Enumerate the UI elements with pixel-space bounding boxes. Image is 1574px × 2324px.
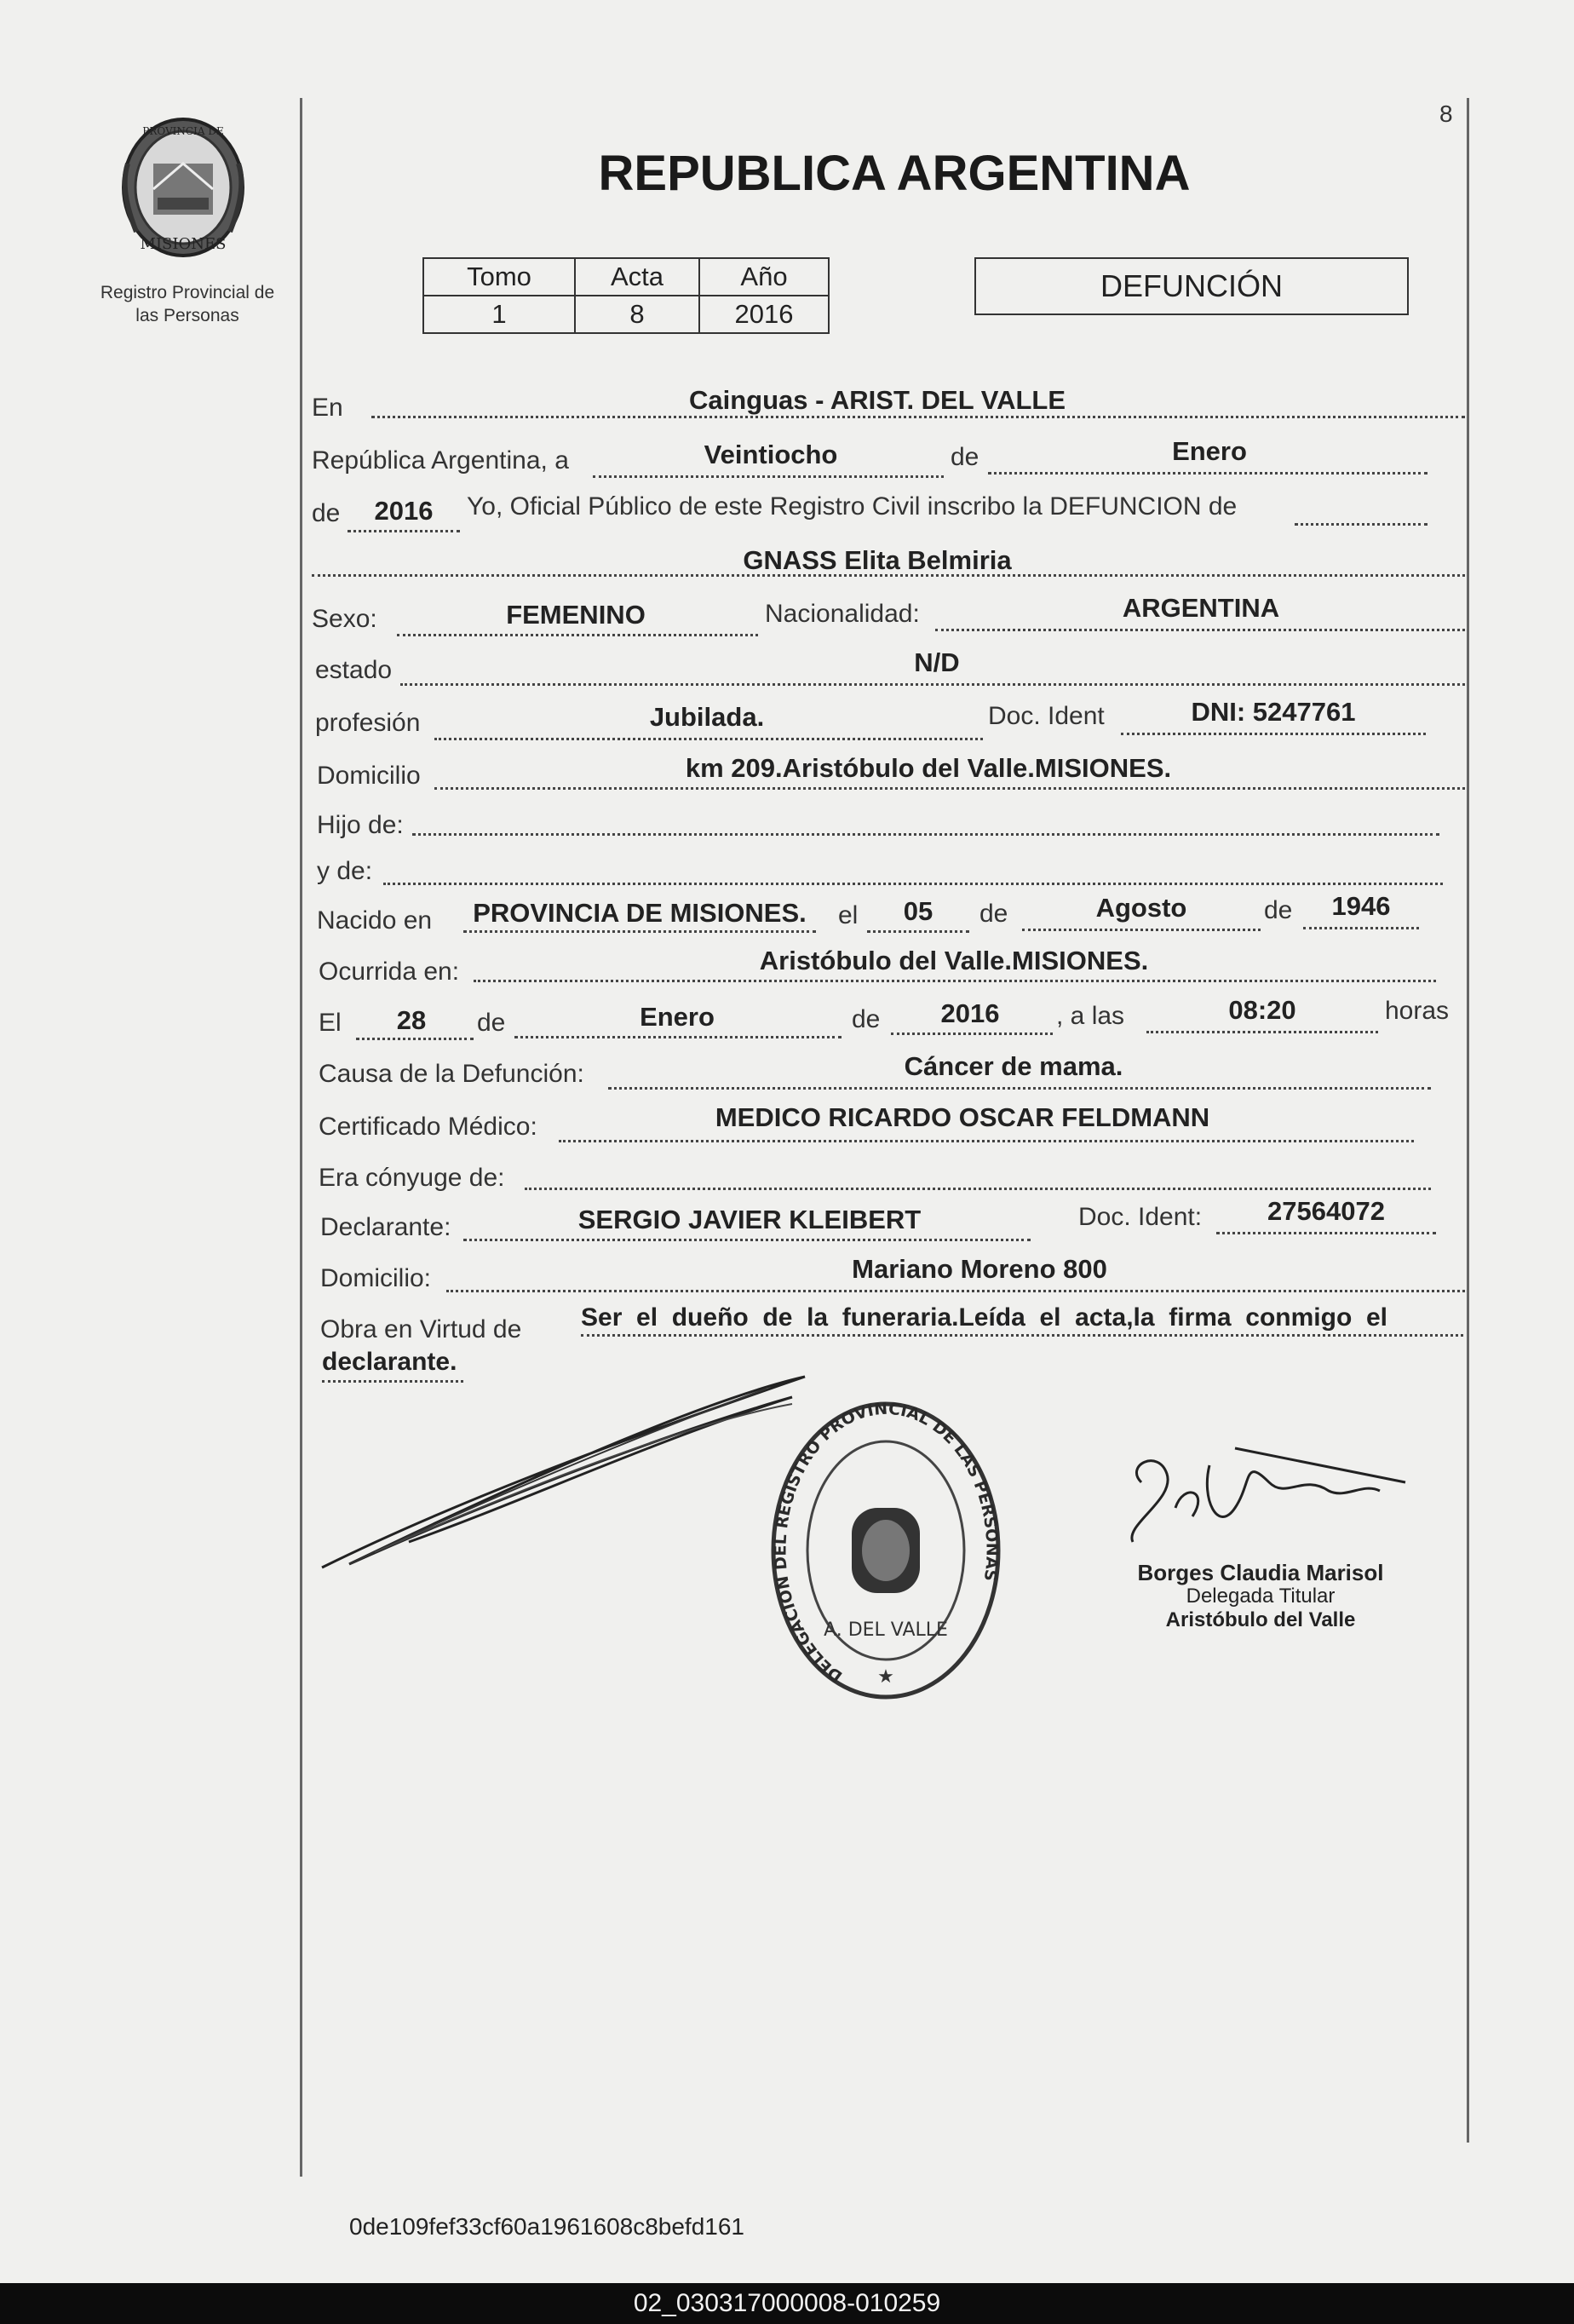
left-margin-line bbox=[300, 98, 302, 2177]
birth-month-value: Agosto bbox=[1095, 893, 1187, 923]
dotted-line bbox=[1216, 1232, 1436, 1234]
dotted-line bbox=[988, 472, 1428, 475]
dotted-line bbox=[867, 930, 969, 933]
registry-line-2: las Personas bbox=[135, 306, 239, 325]
dotted-line bbox=[581, 1334, 1463, 1337]
label-y-de: y de: bbox=[317, 857, 373, 885]
label-doc-ident-2: Doc. Ident: bbox=[1078, 1203, 1203, 1231]
declarant-address-value: Mariano Moreno 800 bbox=[852, 1254, 1107, 1284]
province-emblem bbox=[111, 112, 256, 266]
dotted-line bbox=[397, 634, 758, 636]
svg-text:DELEGACION DEL REGISTRO PROVIN: DELEGACION DEL REGISTRO PROVINCIAL DE LAS PERSONAS bbox=[771, 1399, 1002, 1686]
label-doc-ident: Doc. Ident bbox=[988, 702, 1105, 730]
birth-place-value: PROVINCIA DE MISIONES. bbox=[473, 898, 807, 928]
label-de: de bbox=[852, 1005, 881, 1033]
label-de: de bbox=[979, 900, 1008, 928]
label-profesion: profesión bbox=[315, 709, 421, 737]
declarant-signature bbox=[315, 1363, 826, 1585]
footer-code: 02_030317000008-010259 bbox=[0, 2283, 1574, 2324]
official-role: Delegada Titular bbox=[1186, 1585, 1336, 1608]
volume-act-year-table bbox=[422, 257, 830, 334]
sex-value: FEMENINO bbox=[506, 600, 646, 630]
place-value: Cainguas - ARIST. DEL VALLE bbox=[688, 385, 1066, 415]
label-oficial: Yo, Oficial Público de este Registro Civil inscribo la DEFUNCION de bbox=[467, 492, 1238, 521]
label-a-las: , a las bbox=[1056, 1002, 1125, 1030]
dotted-line bbox=[1303, 927, 1419, 929]
year-value: 2016 bbox=[374, 496, 434, 526]
cause-value: Cáncer de mama. bbox=[904, 1051, 1123, 1081]
ano-header: Año bbox=[699, 258, 829, 296]
tomo-header: Tomo bbox=[423, 258, 575, 296]
death-time-value: 08:20 bbox=[1228, 995, 1296, 1025]
dotted-line bbox=[400, 683, 1465, 686]
label-nacionalidad: Nacionalidad: bbox=[765, 600, 920, 628]
dotted-line bbox=[935, 629, 1465, 631]
label-domicilio-2: Domicilio: bbox=[320, 1264, 432, 1292]
svg-text:MISIONES: MISIONES bbox=[140, 235, 227, 253]
dotted-line bbox=[356, 1038, 474, 1040]
label-domicilio: Domicilio bbox=[317, 762, 421, 790]
dotted-line bbox=[891, 1033, 1053, 1035]
profession-value: Jubilada. bbox=[649, 702, 765, 732]
dotted-line bbox=[434, 787, 1465, 790]
label-el: el bbox=[838, 901, 859, 929]
dotted-line bbox=[383, 883, 1443, 885]
acta-header: Acta bbox=[575, 258, 699, 296]
label-de-year: de bbox=[312, 499, 341, 527]
dotted-line bbox=[593, 475, 944, 478]
month-value: Enero bbox=[1172, 436, 1247, 466]
dotted-line bbox=[371, 416, 1465, 418]
birth-day-value: 05 bbox=[903, 896, 933, 926]
obra-value-line-2: declarante. bbox=[322, 1348, 457, 1376]
birth-year-value: 1946 bbox=[1331, 891, 1391, 921]
label-certificado: Certificado Médico: bbox=[319, 1113, 537, 1141]
official-seal bbox=[767, 1397, 1005, 1712]
death-place-value: Aristóbulo del Valle.MISIONES. bbox=[759, 946, 1149, 975]
acta-value: 8 bbox=[575, 296, 699, 333]
certificate-value: MEDICO RICARDO OSCAR FELDMANN bbox=[715, 1102, 1210, 1132]
official-stamp bbox=[1107, 1561, 1414, 1632]
label-conyuge: Era cónyuge de: bbox=[319, 1164, 505, 1192]
dotted-line bbox=[1022, 929, 1261, 931]
right-margin-line bbox=[1467, 98, 1469, 2143]
label-hijo-de: Hijo de: bbox=[317, 811, 404, 839]
label-declarante: Declarante: bbox=[320, 1213, 451, 1241]
dotted-line bbox=[525, 1188, 1431, 1190]
svg-text:★: ★ bbox=[877, 1666, 894, 1688]
dotted-line bbox=[463, 1239, 1031, 1241]
day-text-value: Veintiocho bbox=[704, 440, 838, 469]
ano-value: 2016 bbox=[699, 296, 829, 333]
svg-text:A. DEL VALLE: A. DEL VALLE bbox=[824, 1619, 948, 1641]
dotted-line bbox=[514, 1036, 842, 1038]
label-ocurrida-en: Ocurrida en: bbox=[319, 958, 460, 986]
label-estado: estado bbox=[315, 656, 393, 684]
registry-line-1: Registro Provincial de bbox=[100, 283, 275, 302]
label-obra: Obra en Virtud de bbox=[320, 1315, 522, 1343]
label-de: de bbox=[477, 1009, 506, 1037]
label-horas: horas bbox=[1385, 997, 1450, 1025]
dotted-line bbox=[1146, 1031, 1378, 1033]
registry-name bbox=[77, 281, 298, 327]
deceased-name-value: GNASS Elita Belmiria bbox=[743, 545, 1012, 575]
death-year-value: 2016 bbox=[940, 998, 1000, 1028]
svg-text:PROVINCIA DE: PROVINCIA DE bbox=[142, 125, 224, 137]
death-month-value: Enero bbox=[640, 1002, 715, 1032]
dotted-line bbox=[446, 1290, 1465, 1292]
label-republica: República Argentina, a bbox=[312, 446, 569, 475]
address-value: km 209.Aristóbulo del Valle.MISIONES. bbox=[685, 753, 1172, 783]
document-hash: 0de109fef33cf60a1961608c8befd161 bbox=[349, 2213, 744, 2240]
dotted-line bbox=[559, 1140, 1414, 1142]
obra-value-line-1: Ser el dueño de la funeraria.Leída el acta,la firma conmigo el bbox=[581, 1303, 1387, 1332]
label-el-upper: El bbox=[319, 1009, 342, 1037]
dotted-line bbox=[1295, 523, 1428, 526]
dotted-line bbox=[1121, 733, 1426, 735]
act-type-box: DEFUNCIÓN bbox=[974, 257, 1409, 315]
declarant-value: SERGIO JAVIER KLEIBERT bbox=[577, 1205, 922, 1234]
dotted-line bbox=[434, 738, 983, 740]
label-de: de bbox=[951, 443, 979, 471]
dotted-line bbox=[474, 980, 1436, 982]
nationality-value: ARGENTINA bbox=[1122, 593, 1280, 623]
dotted-line bbox=[608, 1087, 1431, 1090]
marital-status-value: N/D bbox=[914, 647, 960, 677]
label-causa: Causa de la Defunción: bbox=[319, 1060, 584, 1088]
label-nacido-en: Nacido en bbox=[317, 906, 433, 935]
doc-id-value: DNI: 5247761 bbox=[1191, 697, 1356, 727]
dotted-line bbox=[348, 530, 460, 532]
official-office: Aristóbulo del Valle bbox=[1165, 1608, 1356, 1631]
declarant-doc-value: 27564072 bbox=[1267, 1196, 1385, 1226]
dotted-line bbox=[412, 833, 1439, 836]
tomo-value: 1 bbox=[423, 296, 575, 333]
label-en: En bbox=[312, 394, 343, 422]
dotted-line bbox=[463, 930, 816, 933]
death-day-value: 28 bbox=[396, 1005, 427, 1035]
page-number: 8 bbox=[1439, 101, 1453, 127]
document-title: REPUBLICA ARGENTINA bbox=[598, 146, 1191, 201]
official-name: Borges Claudia Marisol bbox=[1137, 1560, 1384, 1585]
label-de: de bbox=[1264, 896, 1293, 924]
label-sexo: Sexo: bbox=[312, 605, 377, 633]
